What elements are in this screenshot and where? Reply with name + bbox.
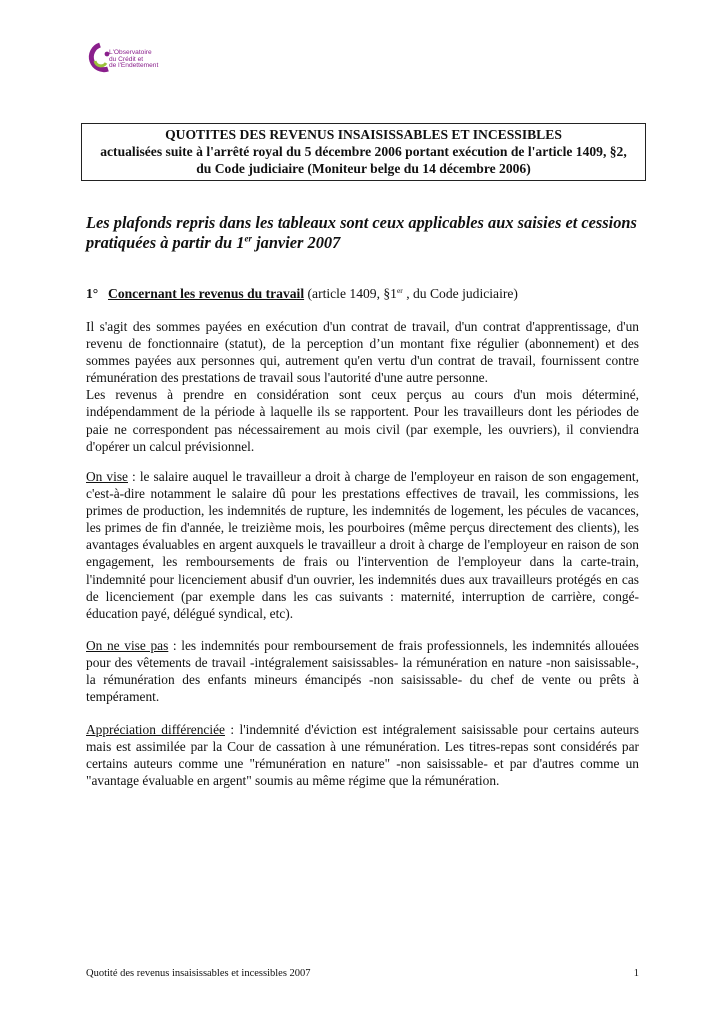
observatoire-logo: [86, 42, 206, 86]
intro-line-1: Les plafonds repris dans les tableaux sont ceux applicables aux saisies et cessions: [86, 213, 637, 232]
title-line-1: QUOTITES DES REVENUS INSAISISSABLES ET INCESSIBLES: [165, 127, 562, 142]
paragraph-on-ne-vise-pas: [86, 637, 639, 705]
logo-line: L'Observatoire: [109, 49, 152, 56]
page-number: 1: [633, 968, 639, 979]
paragraph-on-vise: [86, 468, 639, 622]
intro-line-2-text: pratiquées à partir du 1: [86, 232, 245, 252]
document-title-box: [81, 123, 646, 181]
paragraph-text: Les revenus à prendre en considération sont ceux perçus au cours d'un mois déterminé, indépendamment de la période à laquelle ils se rapportent. Pour les travailleurs dont les périodes de paie ne correspondent pas nécessairement au mois civil (par exemple, les ouvriers), il conviendra d'opérer un calcul prévisionnel.: [86, 387, 639, 454]
logo-line: du Crédit et: [109, 55, 144, 63]
title-line-3: du Code judiciaire (Moniteur belge du 14 décembre 2006): [196, 161, 531, 176]
intro-superscript: er: [244, 233, 252, 244]
paragraph-appreciation: [86, 721, 639, 789]
intro-line-2-end: janvier 2007: [251, 232, 341, 252]
intro-statement: [86, 213, 646, 252]
on-vise-label: On vise: [86, 469, 128, 484]
intro-line-2: [86, 233, 646, 253]
on-vise-text: : le salaire auquel le travailleur a droit à charge de l'employeur en raison de son engagement, c'est-à-dire notamment le salaire dû pour les prestations effectives de travail, les commissions, les primes de production, les indemnités de rupture, les indemnités de logement, les pécules de vacances, les primes de fin d'année, le treizième mois, les pourboires (même perçus directement des clients), les avantages évaluables en argent auxquels le travailleur a droit à charge de l'employeur en raison de son engagement, les remboursements de frais ou l'intervention de l'employeur dans la carte-train, l'indemnité pour licenciement abusif d'un ouvrier, les indemnités dues aux travailleurs protégés en cas de licenciement (par exemple dans les cas suivants : maternité, interruption de carrière, congé-éducation payé, délégué syndical, etc).: [86, 469, 639, 621]
on-ne-vise-label: On ne vise pas: [86, 638, 169, 653]
section-number: 1°: [86, 286, 99, 301]
section-reference-end: , du Code judiciaire): [402, 286, 518, 301]
logo-wordmark: [109, 50, 158, 70]
section-title: Concernant les revenus du travail: [108, 286, 305, 301]
footer-text: Quotité des revenus insaisissables et incessibles 2007: [86, 968, 311, 979]
title-line-2: actualisées suite à l'arrêté royal du 5 décembre 2006 portant exécution de l'article 1409, §2,: [100, 144, 627, 159]
appreciation-label: Appréciation différenciée: [86, 722, 225, 737]
on-ne-vise-text: : les indemnités pour remboursement de frais professionnels, les indemnités allouées pour des vêtements de travail -intégralement saisissables- la rémunération en nature -non saisissable-, la rémunération des enfants mineurs émancipés -non saisissable- du chef de vente ou prêts à tempérament.: [86, 638, 639, 705]
appreciation-text: : l'indemnité d'éviction est intégralement saisissable pour certains auteurs mais est assimilée par la Cour de cassation à une rémunération. Les titres-repas sont considérés par certains auteurs comme une "rémunération en nature" -non saisissable- et par d'autres comme un "avantage évaluable en argent" soumis au même régime que la rémunération.: [86, 722, 639, 789]
paragraph-text: Il s'agit des sommes payées en exécution d'un contrat de travail, d'un contrat d'apprentissage, d'un revenu de fonctionnaire (statut), de la perception d’un montant fixe régulier (abonnement) et des sommes payées aux personnes qui, autrement qu'en vertu d'un contrat de travail, fournissent contre rémunération des prestations de travail sous l'autorité d'une autre personne.: [86, 319, 639, 386]
section-reference: (article 1409, §1: [304, 286, 397, 301]
paragraph-definition: [86, 318, 639, 455]
section-reference-superscript: er: [396, 285, 403, 295]
logo-line: de l'Endettement: [109, 62, 159, 70]
section-1-heading: [86, 285, 646, 302]
